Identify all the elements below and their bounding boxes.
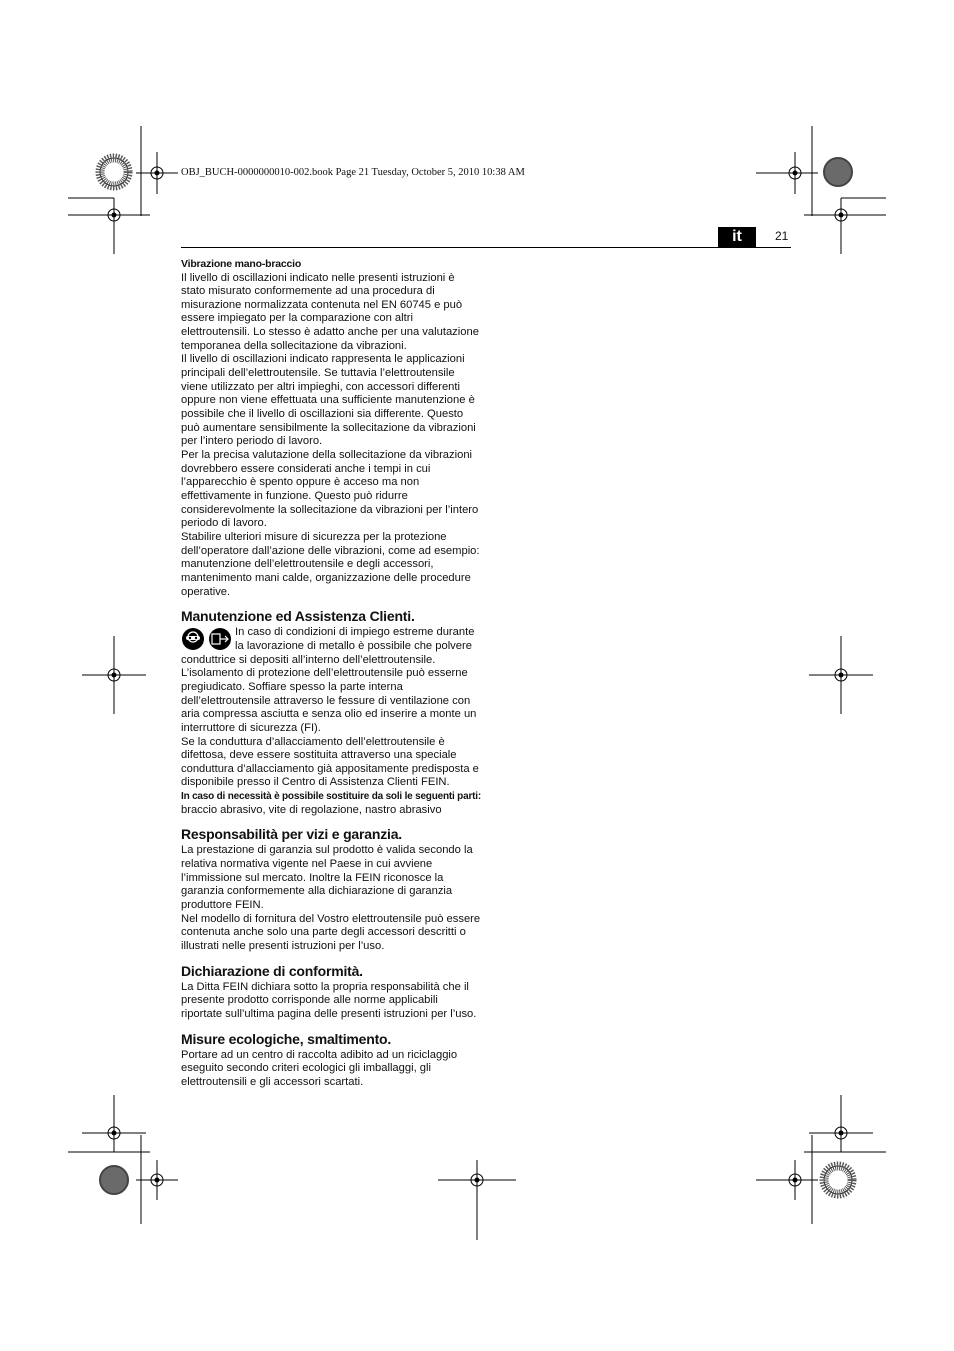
section-title-maintenance: Manutenzione ed Assistenza Clienti. [181,608,415,625]
paragraph: In caso di condizioni di impiego estreme durante la lavorazione di metallo è possibile che polvere conduttrice si depositi all’interno dell’elettroutensile. L’isolamento di protezione dell’elettroutensile può esserne pregiudicato. Soffiare spesso la parte interna dell’elettroutensile attraverso le fessure di ventilazione con aria compressa asciutta e senza olio ed inserire a monte un interruttore di sicurezza (FI). [181,626,477,734]
paragraph: Il livello di oscillazioni indicato nelle presenti istruzioni è stato misurato conformemente ad una procedura di misurazione normalizzata contenuta nel EN 60745 e può essere impiegato per la comparazione con altri elettroutensili. Lo stesso è adatto anche per una valutazione temporanea della sollecitazione da vibrazioni. [181,271,479,352]
paragraph: Il livello di oscillazioni indicato rappresenta le applicazioni principali dell’elettroutensile. Se tuttavia l’elettroutensile viene utilizzato per altri impieghi, con accessori differenti oppure non viene effettuata una sufficiente manutenzione è possibile che il livello di oscillazioni sia differente. Questo può aumentare sensibilmente la sollecitazione da vibrazioni per l’intero periodo di lavoro. [181,353,476,448]
paragraph: Portare ad un centro di raccolta adibito ad un riciclaggio eseguito secondo criteri ecologici gli imballaggi, gli elettroutensili e gli accessori scartati. [181,1048,458,1088]
air-blowing-icon [209,628,231,650]
section-title-warranty: Responsabilità per vizi e garanzia. [181,826,402,843]
paragraph: La Ditta FEIN dichiara sotto la propria responsabilità che il presente prodotto corrisponde alle norme applicabili riportate sull’ultima pagina delle presenti istruzioni per l’uso. [181,980,477,1020]
paragraph: Nel modello di fornitura del Vostro elettroutensile può essere contenuta anche solo una parte degli accessori descritti o illustrati nelle presenti istruzioni per l’uso. [181,912,481,952]
paragraph: Stabilire ulteriori misure di sicurezza per la protezione dell’operatore dall’azione delle vibrazioni, come ad esempio: manutenzione dell’elettroutensile e degli accessori, mantenimento mani calde, organizzazione delle procedure operative. [181,530,480,598]
text-column [181,258,481,1089]
replaceable-parts-list: braccio abrasivo, vite di regolazione, nastro abrasivo [181,803,442,816]
paragraph: La prestazione di garanzia sul prodotto è valida secondo la relativa normativa vigente nel Paese in cui avviene l’immissione sul mercato. Inoltre la FEIN riconosce la garanzia conformemente alla dichiarazione di garanzia produttore FEIN. [181,844,473,911]
paragraph: Se la conduttura d’allacciamento dell’elettroutensile è difettosa, deve essere sostituita attraverso una speciale conduttura d’allacciamento già appositamente predisposta e disponibile presso il Centro di Assistenza Clienti FEIN. [181,735,479,789]
page-number: 21 [775,229,789,243]
eye-protection-icon [182,628,204,650]
print-metadata-line: OBJ_BUCH-0000000010-002.book Page 21 Tuesday, October 5, 2010 10:38 AM [181,167,525,178]
safety-icons [181,627,233,653]
language-tab: it [718,227,756,247]
section-title-vibration: Vibrazione mano-braccio [181,258,302,270]
section-title-ecology: Misure ecologiche, smaltimento. [181,1030,392,1047]
paragraph: Per la precisa valutazione della sollecitazione da vibrazioni dovrebbero essere considerati anche i tempi in cui l’apparecchio è spento oppure è acceso ma non effettivamente in funzione. Questo può ridurre considerevolmente la sollecitazione da vibrazioni per l’intero periodo di lavoro. [181,449,479,530]
header-rule [181,247,791,248]
replaceable-parts-note: In caso di necessità è possibile sostituire da soli le seguenti parti: [181,791,481,803]
section-title-conformity: Dichiarazione di conformità. [181,962,363,979]
